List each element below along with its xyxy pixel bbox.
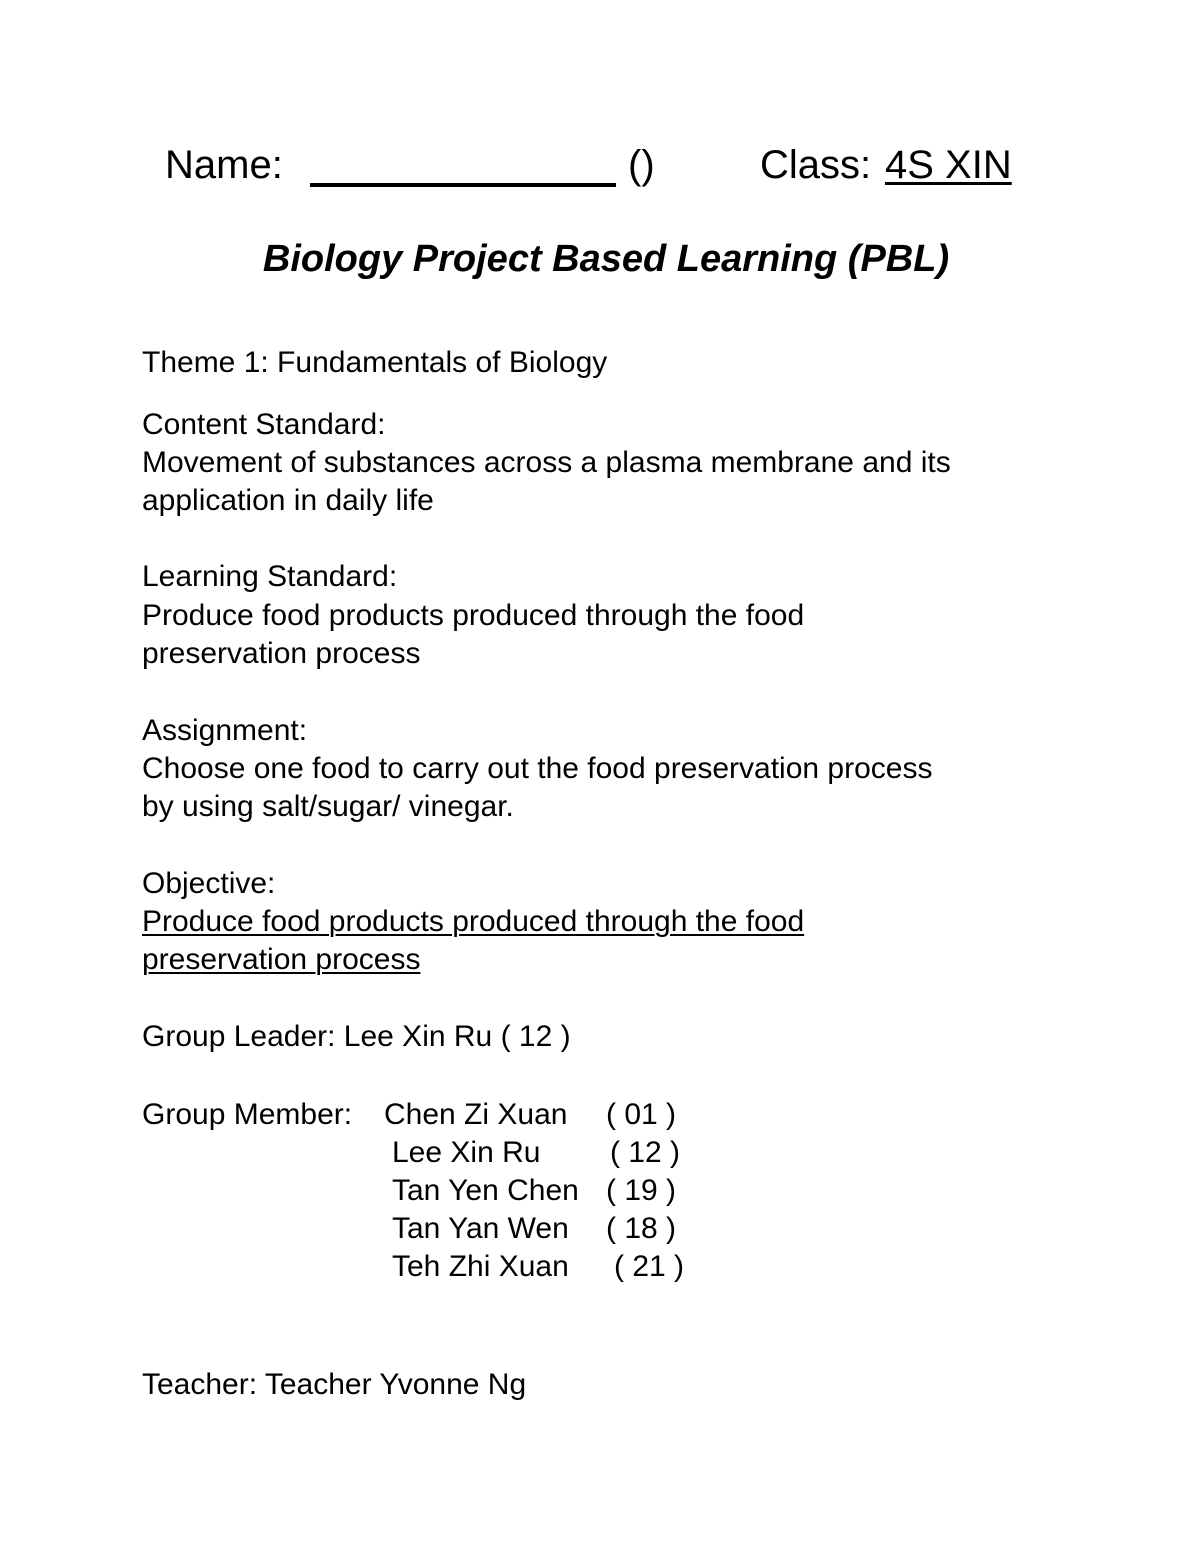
member-number: ( 18 ) (606, 1212, 677, 1245)
member-name: Lee Xin Ru (392, 1136, 541, 1169)
content-standard-line-1: Movement of substances across a plasma membrane and its (142, 446, 951, 479)
member-name: Tan Yan Wen (392, 1212, 569, 1245)
content-standard-line-2: application in daily life (142, 484, 434, 517)
member-number: ( 01 ) (606, 1098, 677, 1131)
class-label: Class: (760, 143, 872, 187)
member-name: Teh Zhi Xuan (392, 1250, 569, 1283)
assignment-label: Assignment: (142, 714, 308, 747)
objective-line-1: Produce food products produced through the food (142, 905, 805, 938)
learning-standard-line-1: Produce food products produced through the food (142, 599, 805, 632)
assignment-line-2: by using salt/sugar/ vinegar. (142, 790, 514, 823)
member-number: ( 21 ) (614, 1250, 685, 1283)
member-name: Chen Zi Xuan (384, 1098, 568, 1131)
member-number: ( 19 ) (606, 1174, 677, 1207)
theme-line: Theme 1: Fundamentals of Biology (142, 346, 608, 379)
name-label: Name: (165, 143, 283, 187)
member-name: Tan Yen Chen (392, 1174, 579, 1207)
teacher-line: Teacher: Teacher Yvonne Ng (142, 1368, 527, 1401)
member-number: ( 12 ) (610, 1136, 681, 1169)
name-blank-line (310, 183, 616, 187)
name-number-parens: () (628, 143, 655, 187)
objective-line-2: preservation process (142, 943, 421, 976)
learning-standard-label: Learning Standard: (142, 560, 398, 593)
content-standard-label: Content Standard: (142, 408, 386, 441)
learning-standard-line-2: preservation process (142, 637, 421, 670)
group-member-label: Group Member: (142, 1098, 353, 1131)
objective-label: Objective: (142, 867, 276, 900)
assignment-line-1: Choose one food to carry out the food preservation process (142, 752, 933, 785)
group-leader: Group Leader: Lee Xin Ru ( 12 ) (142, 1020, 571, 1053)
document-title: Biology Project Based Learning (PBL) (262, 238, 950, 280)
class-value: 4S XIN (885, 143, 1012, 187)
